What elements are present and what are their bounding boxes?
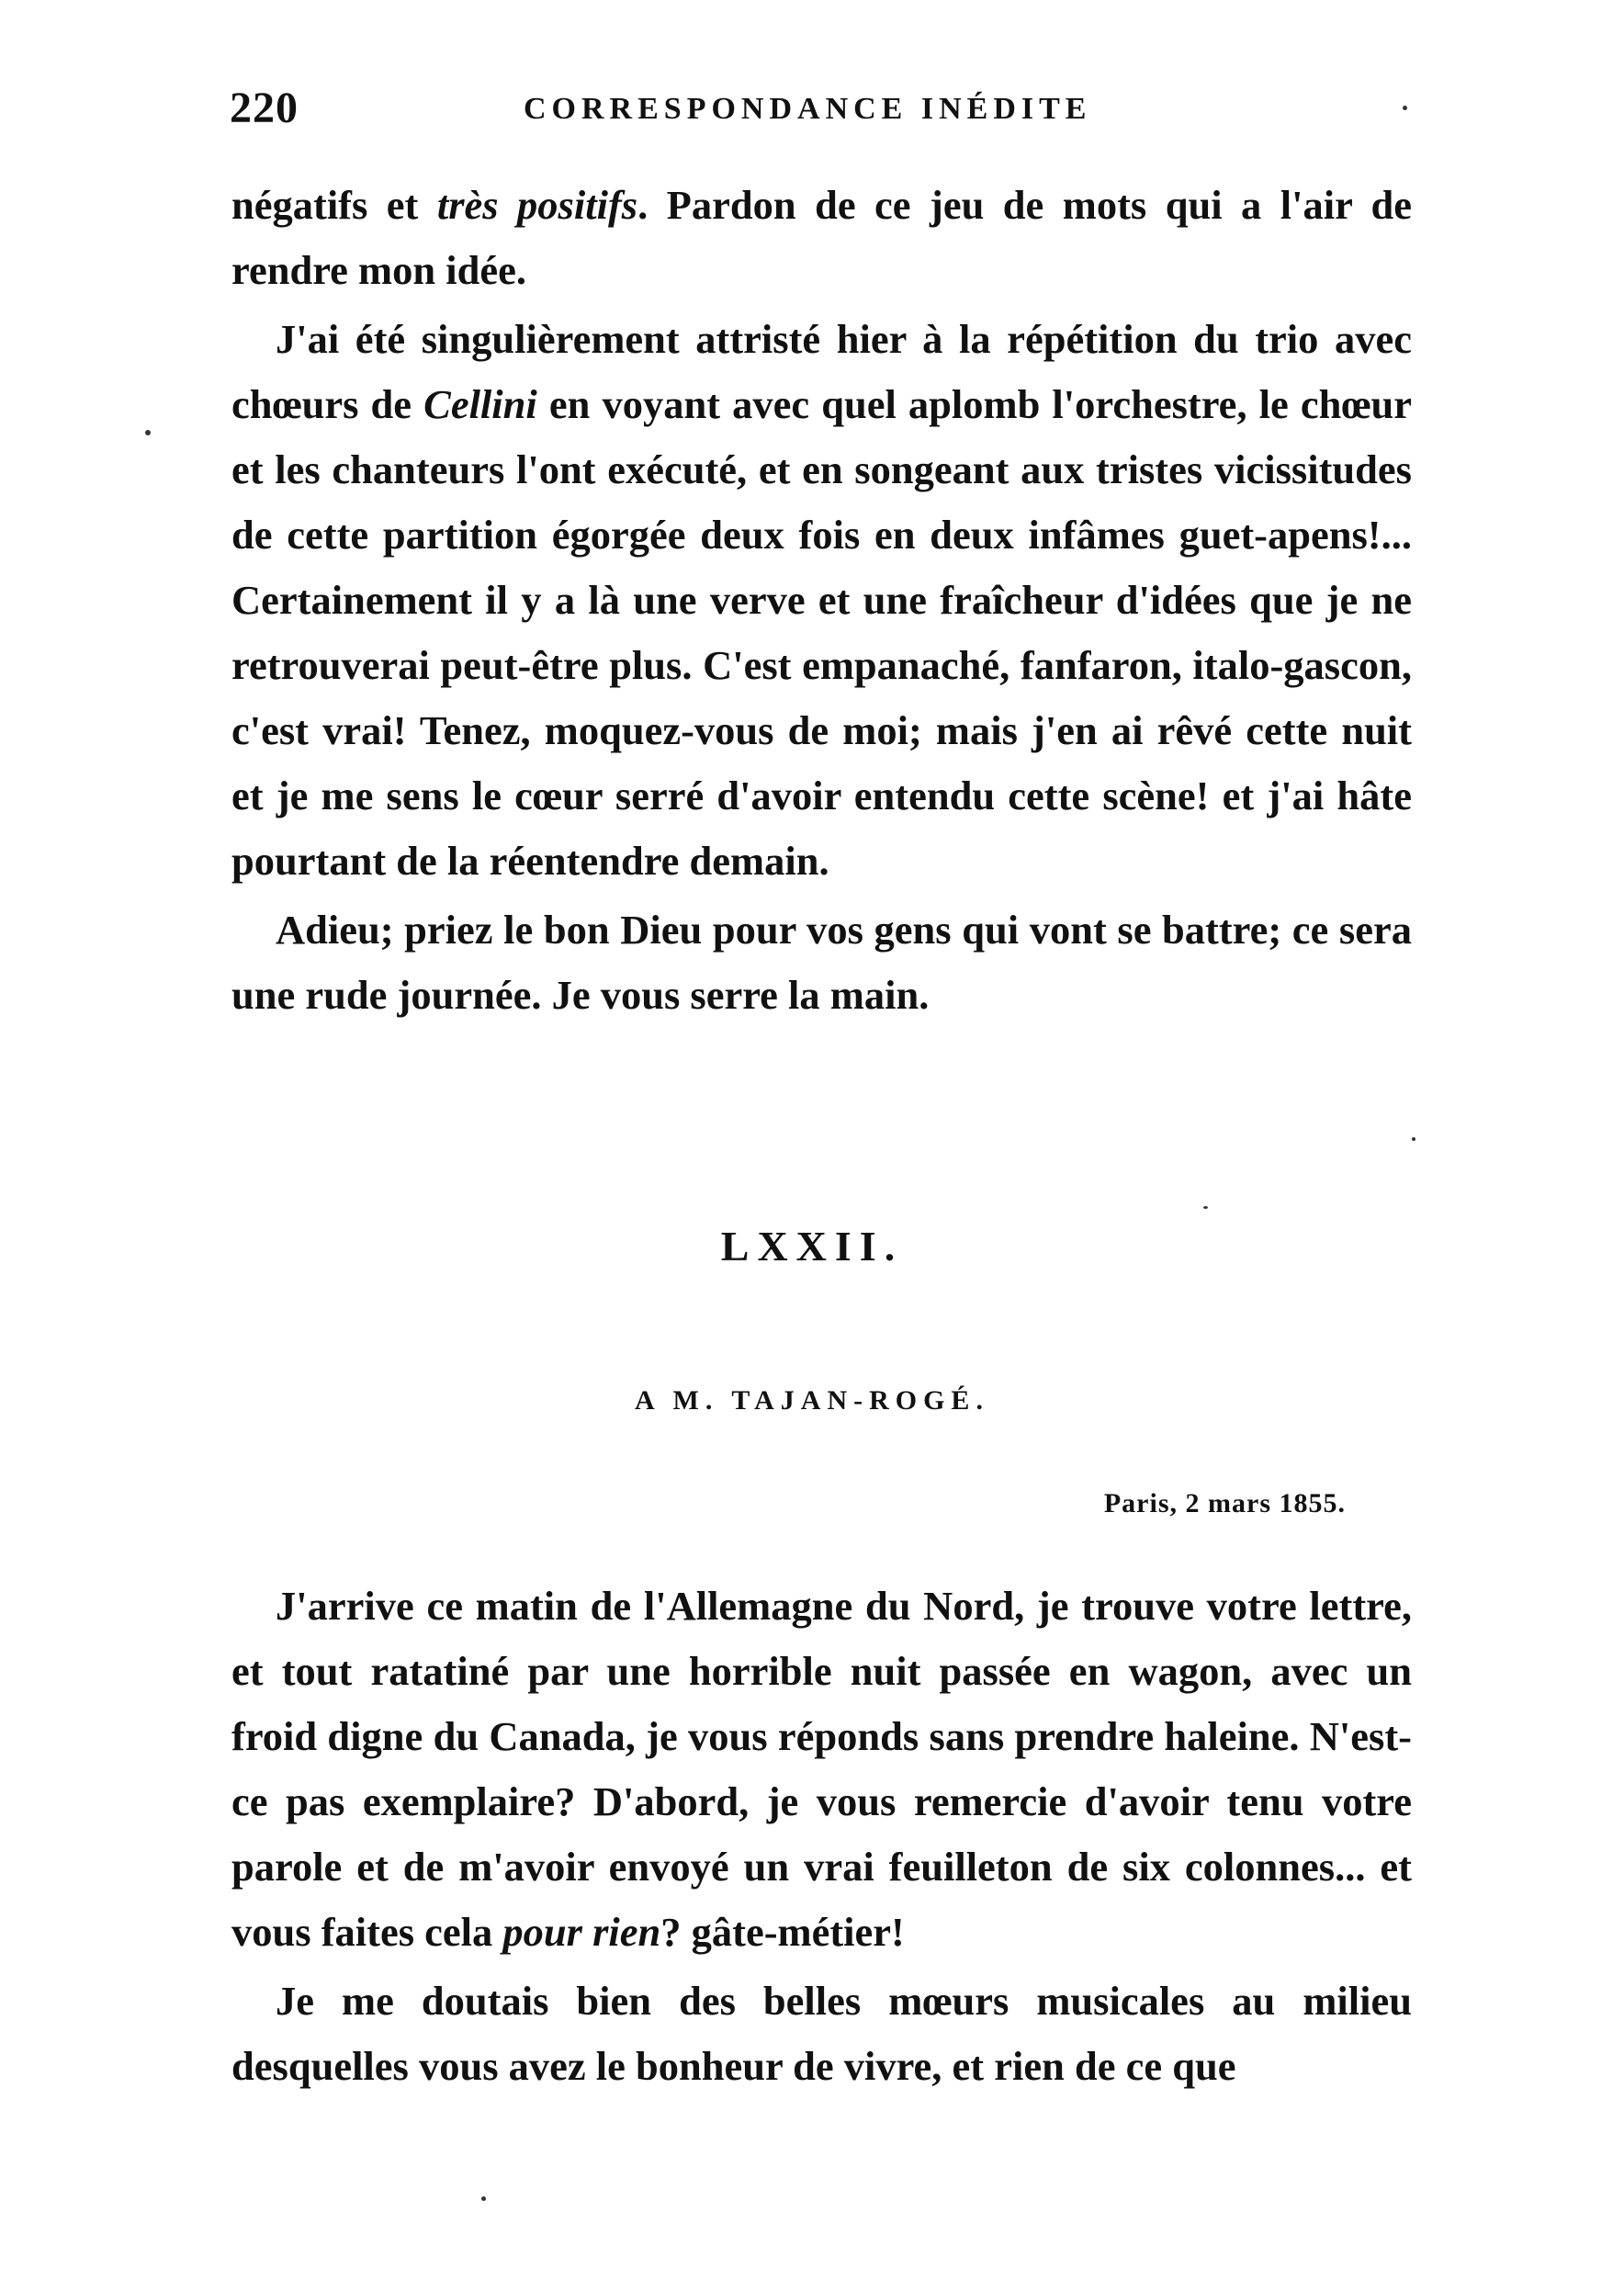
text-run: en voyant avec quel aplomb l'orchestre, le chœur et les chanteurs l'ont exécuté, et en songeant aux tristes vicissitudes de cette partition égorgée deux fois en deux infâmes guet-apens!... Certainement il y a là une verve et une fraîcheur d'idées que je ne retrouverai peut-être plus. C'est empanaché, fanfaron, italo-gascon, c'est vrai! Tenez, moquez-vous de moi; mais j'en ai rêvé cette nuit et je me sens le cœur serré d'avoir entendu cette scène! et j'ai hâte pourtant de la réentendre demain.	[231, 381, 1412, 884]
paragraph	[231, 173, 1412, 303]
text-run: négatifs et	[231, 182, 437, 228]
page-header	[230, 83, 1415, 138]
italic-text: Cellini	[423, 381, 537, 427]
text-run: J'ai été singulièrement attristé hier à la répétition du trio avec chœurs de	[231, 316, 1412, 427]
italic-text: pour rien	[502, 1909, 661, 1955]
letter-dateline: Paris, 2 mars 1855.	[1103, 1488, 1346, 1518]
letter-body	[231, 1574, 1412, 2099]
page-number: 220	[230, 84, 299, 132]
paragraph	[231, 307, 1412, 894]
text-run: . Pardon de ce jeu de mots qui a l'air de rendre mon idée.	[231, 182, 1413, 293]
letter-number: LXXII.	[720, 1223, 904, 1270]
paragraph: Adieu; priez le bon Dieu pour vos gens qui vont se battre; ce sera une rude journée. Je vous serre la main.	[231, 907, 1412, 1018]
letter-addressee: A M. TAJAN-ROGÉ.	[635, 1385, 989, 1416]
running-head: CORRESPONDANCE INÉDITE	[524, 92, 1092, 126]
italic-text: très positifs	[436, 182, 638, 228]
text-run: J'arrive ce matin de l'Allemagne du Nord, je trouve votre lettre, et tout ratatiné par une horrible nuit passée en wagon, avec un froid digne du Canada, je vous réponds sans prendre haleine. N'est-ce pas exemplaire? D'abord, je vous remercie d'avoir tenu votre parole et de m'avoir envoyé un vrai feuilleton de six colonnes... et vous faites cela	[231, 1583, 1412, 1955]
text-run: ? gâte-métier!	[660, 1909, 905, 1955]
previous-letter-ending	[231, 173, 1412, 1028]
paragraph: Je me doutais bien des belles mœurs musicales au milieu desquelles vous avez le bonheur de vivre, et rien de ce que	[231, 1978, 1412, 2089]
paragraph	[231, 1574, 1412, 1965]
